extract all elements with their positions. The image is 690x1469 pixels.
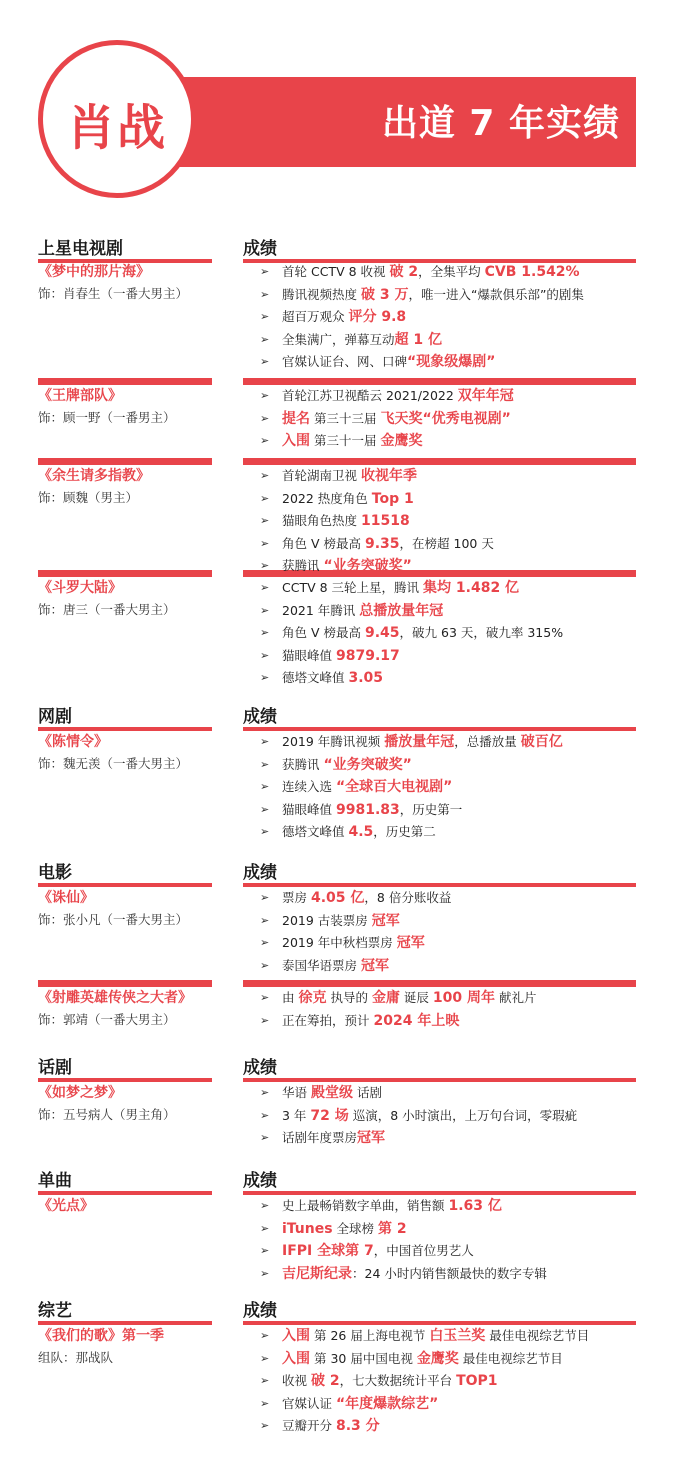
- achievement-item: ➢ 2021 年腾讯 总播放量年冠: [258, 600, 638, 623]
- header-banner: [38, 40, 636, 210]
- row-separator-right: [243, 458, 636, 465]
- highlight-text: 徐克: [298, 990, 327, 1006]
- arrow-icon: ➢: [260, 958, 270, 972]
- highlight-text: 冠军: [357, 1130, 386, 1146]
- work-info: [38, 888, 238, 930]
- achievement-item: ➢ 2019 古装票房 冠军: [258, 910, 638, 933]
- work-title: 《我们的歌》第一季: [38, 1328, 164, 1344]
- arrow-icon: ➢: [260, 1199, 270, 1212]
- arrow-icon: ➢: [260, 581, 270, 594]
- achievement-item: ➢ 首轮 CCTV 8 收视 破 2，全集平均 CVB 1.542%: [258, 261, 638, 284]
- achievement-item: ➢ CCTV 8 三轮上星，腾讯 集均 1.482 亿: [258, 577, 638, 600]
- highlight-text: 白玉兰奖: [429, 1328, 486, 1344]
- highlight-text: 8.3 分: [335, 1418, 380, 1434]
- section-divider: [38, 883, 212, 887]
- work-info: [38, 1326, 238, 1368]
- highlight-text: 2024 年上映: [373, 1012, 460, 1029]
- highlight-text: 冠军: [360, 957, 389, 974]
- highlight-text: 吉尼斯纪录: [282, 1265, 352, 1282]
- work-info: [38, 466, 238, 508]
- arrow-icon: ➢: [260, 913, 270, 927]
- achievement-item: ➢ 德塔文峰值 4.5，历史第二: [258, 821, 638, 844]
- section-category: 单曲: [38, 1171, 72, 1191]
- header-name: 肖战: [66, 100, 167, 156]
- highlight-text: IFPI 全球第 7: [282, 1243, 374, 1259]
- arrow-icon: ➢: [260, 332, 270, 346]
- achievement-item: ➢ iTunes 全球榜 第 2: [258, 1218, 638, 1241]
- section-achievements-label: 成绩: [243, 239, 277, 259]
- achievement-item: ➢ 华语 殿堂级 话剧: [258, 1082, 638, 1105]
- highlight-text: 9981.83: [335, 801, 400, 818]
- arrow-icon: ➢: [260, 536, 270, 550]
- section-category: 上星电视剧: [38, 239, 123, 259]
- row-separator: [38, 980, 636, 987]
- arrow-icon: ➢: [260, 891, 270, 904]
- work-title: 《王牌部队》: [38, 388, 122, 404]
- highlight-text: 4.5: [348, 824, 374, 840]
- highlight-text: 100 周年: [432, 990, 495, 1006]
- header-title: 出道 7 年实绩: [381, 103, 620, 144]
- row-separator: [38, 378, 636, 385]
- work-role: 饰：魏无羡（一番大男主）: [38, 756, 189, 771]
- achievement-list: [258, 1082, 638, 1150]
- row-separator-right: [243, 378, 636, 385]
- achievement-item: ➢ 正在筹拍，预计 2024 年上映: [258, 1010, 638, 1033]
- work-role: 饰：五号病人（男主角）: [38, 1107, 176, 1122]
- highlight-text: 集均 1.482 亿: [423, 580, 520, 596]
- highlight-text: 破 3 万: [360, 286, 409, 303]
- section-category: 话剧: [38, 1058, 72, 1078]
- work-title: 《陈情令》: [38, 734, 108, 750]
- section-achievements-label: 成绩: [243, 1058, 277, 1078]
- arrow-icon: ➢: [260, 1108, 270, 1122]
- achievement-item: ➢ 全集满广，弹幕互动超 1 亿: [258, 329, 638, 352]
- achievement-item: ➢ 角色 V 榜最高 9.45，破九 63 天，破九率 315%: [258, 622, 638, 645]
- arrow-icon: ➢: [260, 265, 270, 278]
- arrow-icon: ➢: [260, 671, 270, 684]
- header-name-circle: [38, 40, 196, 198]
- work-info: [38, 1083, 238, 1125]
- highlight-text: 金庸: [371, 990, 400, 1006]
- achievement-item: ➢ 3 年 72 场 巡演，8 小时演出，上万句台词，零瑕疵: [258, 1105, 638, 1128]
- highlight-text: 飞天奖“优秀电视剧”: [380, 410, 511, 427]
- highlight-text: 超 1 亿: [394, 331, 443, 348]
- highlight-text: iTunes: [282, 1220, 333, 1237]
- arrow-icon: ➢: [260, 757, 270, 771]
- achievement-item: ➢ 豆瓣开分 8.3 分: [258, 1415, 638, 1438]
- arrow-icon: ➢: [260, 434, 270, 447]
- arrow-icon: ➢: [260, 491, 270, 505]
- arrow-icon: ➢: [260, 559, 270, 572]
- section-header: [38, 702, 636, 730]
- work-title: 《如梦之梦》: [38, 1085, 122, 1101]
- achievement-item: ➢ 德塔文峰值 3.05: [258, 667, 638, 690]
- row-separator-left: [38, 378, 212, 385]
- achievement-item: ➢ 由 徐克 执导的 金庸 诞辰 100 周年 献礼片: [258, 987, 638, 1010]
- work-role: 饰：唐三（一番大男主）: [38, 602, 176, 617]
- section-achievements-label: 成绩: [243, 863, 277, 883]
- row-separator-left: [38, 570, 212, 577]
- work-title: 《余生请多指教》: [38, 468, 150, 484]
- arrow-icon: ➢: [260, 802, 270, 816]
- highlight-text: “年度爆款综艺”: [335, 1395, 439, 1412]
- highlight-text: 收视年季: [360, 468, 417, 484]
- highlight-text: “全球百大电视剧”: [335, 779, 453, 795]
- highlight-text: 9879.17: [335, 647, 400, 664]
- section-achievements-label: 成绩: [243, 1301, 277, 1321]
- row-separator-left: [38, 980, 212, 987]
- work-role: 组队：那战队: [38, 1350, 114, 1365]
- header-band: [168, 77, 636, 167]
- arrow-icon: ➢: [260, 735, 270, 748]
- section-header: [38, 1166, 636, 1194]
- row-separator-right: [243, 980, 636, 987]
- achievement-item: ➢ 连续入选 “全球百大电视剧”: [258, 776, 638, 799]
- arrow-icon: ➢: [260, 991, 270, 1004]
- section-header: [38, 234, 636, 262]
- work-role: 饰：张小凡（一番大男主）: [38, 912, 189, 927]
- highlight-text: 72 场: [310, 1107, 349, 1124]
- arrow-icon: ➢: [260, 626, 270, 639]
- work-title: 《光点》: [38, 1198, 94, 1214]
- highlight-text: TOP1: [456, 1373, 498, 1389]
- arrow-icon: ➢: [260, 936, 270, 949]
- work-role: 饰：顾魏（男主）: [38, 490, 139, 505]
- arrow-icon: ➢: [260, 287, 270, 301]
- achievement-item: ➢ 提名 第三十三届 飞天奖“优秀电视剧”: [258, 408, 638, 431]
- work-info: [38, 732, 238, 774]
- highlight-text: 入围: [282, 433, 310, 449]
- highlight-text: CVB 1.542%: [484, 264, 580, 280]
- achievement-item: ➢ 官媒认证 “年度爆款综艺”: [258, 1393, 638, 1416]
- highlight-text: 入围: [282, 1350, 310, 1367]
- arrow-icon: ➢: [260, 603, 270, 617]
- achievement-list: [258, 465, 638, 578]
- section-header: [38, 1053, 636, 1081]
- achievement-item: ➢ 话剧年度票房冠军: [258, 1127, 638, 1150]
- highlight-text: “业务突破奖”: [323, 558, 412, 574]
- achievement-item: ➢ 票房 4.05 亿，8 倍分账收益: [258, 887, 638, 910]
- arrow-icon: ➢: [260, 514, 270, 527]
- work-role: 饰：顾一野（一番男主）: [38, 410, 176, 425]
- highlight-text: 金鹰奖: [380, 433, 423, 449]
- highlight-text: 入围: [282, 1328, 310, 1344]
- highlight-text: 破 2: [389, 264, 419, 280]
- achievement-item: ➢ 角色 V 榜最高 9.35，在榜超 100 天: [258, 533, 638, 556]
- row-separator: [38, 458, 636, 465]
- arrow-icon: ➢: [260, 1013, 270, 1027]
- section-category: 综艺: [38, 1301, 72, 1321]
- achievement-item: ➢ 泰国华语票房 冠军: [258, 955, 638, 978]
- achievement-item: ➢ 首轮湖南卫视 收视年季: [258, 465, 638, 488]
- highlight-text: 9.35: [364, 535, 400, 552]
- highlight-text: 第 2: [378, 1220, 407, 1237]
- section-divider: [38, 1191, 212, 1195]
- work-info: [38, 578, 238, 620]
- achievement-list: [258, 731, 638, 844]
- achievement-list: [258, 987, 638, 1032]
- section-achievements-label: 成绩: [243, 1171, 277, 1191]
- arrow-icon: ➢: [260, 1351, 270, 1365]
- arrow-icon: ➢: [260, 1419, 270, 1432]
- work-title: 《诛仙》: [38, 890, 94, 906]
- achievement-item: ➢ 入围 第 30 届中国电视 金鹰奖 最佳电视综艺节目: [258, 1348, 638, 1371]
- work-title: 《斗罗大陆》: [38, 580, 122, 596]
- highlight-text: 冠军: [396, 935, 425, 951]
- achievement-item: ➢ 猫眼峰值 9879.17: [258, 645, 638, 668]
- highlight-text: “业务突破奖”: [323, 756, 412, 773]
- highlight-text: 提名: [282, 410, 310, 427]
- achievement-item: ➢ 官媒认证台、网、口碑“现象级爆剧”: [258, 351, 638, 374]
- section-divider: [38, 727, 212, 731]
- achievement-item: ➢ 史上最畅销数字单曲，销售额 1.63 亿: [258, 1195, 638, 1218]
- achievement-list: [258, 261, 638, 374]
- achievement-item: ➢ 获腾讯 “业务突破奖”: [258, 754, 638, 777]
- arrow-icon: ➢: [260, 469, 270, 482]
- arrow-icon: ➢: [260, 1396, 270, 1410]
- highlight-text: 破 2: [310, 1373, 340, 1389]
- arrow-icon: ➢: [260, 648, 270, 662]
- work-title: 《梦中的那片海》: [38, 264, 150, 280]
- arrow-icon: ➢: [260, 1086, 270, 1099]
- work-role: 饰：郭靖（一番大男主）: [38, 1012, 176, 1027]
- arrow-icon: ➢: [260, 825, 270, 838]
- section-achievements-label: 成绩: [243, 707, 277, 727]
- arrow-icon: ➢: [260, 1266, 270, 1280]
- arrow-icon: ➢: [260, 780, 270, 793]
- achievement-item: ➢ 腾讯视频热度 破 3 万，唯一进入“爆款俱乐部”的剧集: [258, 284, 638, 307]
- work-title: 《射雕英雄传侠之大者》: [38, 990, 192, 1006]
- highlight-text: 冠军: [371, 912, 400, 929]
- arrow-icon: ➢: [260, 411, 270, 425]
- achievement-list: [258, 1325, 638, 1438]
- achievement-list: [258, 385, 638, 453]
- highlight-text: 4.05 亿: [310, 890, 365, 906]
- highlight-text: 双年年冠: [457, 388, 514, 404]
- achievement-item: ➢ 猫眼峰值 9981.83，历史第一: [258, 799, 638, 822]
- achievement-item: ➢ IFPI 全球第 7，中国首位男艺人: [258, 1240, 638, 1263]
- section-header: [38, 858, 636, 886]
- arrow-icon: ➢: [260, 310, 270, 323]
- arrow-icon: ➢: [260, 1244, 270, 1257]
- achievement-item: ➢ 2022 热度角色 Top 1: [258, 488, 638, 511]
- work-info: [38, 988, 238, 1030]
- achievement-list: [258, 887, 638, 977]
- achievement-item: ➢ 吉尼斯纪录：24 小时内销售额最快的数字专辑: [258, 1263, 638, 1286]
- highlight-text: 殿堂级: [310, 1085, 353, 1101]
- highlight-text: 金鹰奖: [416, 1350, 459, 1367]
- highlight-text: 评分 9.8: [348, 309, 407, 325]
- achievement-item: ➢ 入围 第 26 届上海电视节 白玉兰奖 最佳电视综艺节目: [258, 1325, 638, 1348]
- highlight-text: 9.45: [364, 625, 400, 641]
- work-info: [38, 1196, 238, 1216]
- highlight-text: 3.05: [348, 670, 384, 686]
- arrow-icon: ➢: [260, 1131, 270, 1144]
- achievement-item: ➢ 2019 年中秋档票房 冠军: [258, 932, 638, 955]
- achievement-item: ➢ 首轮江苏卫视酷云 2021/2022 双年年冠: [258, 385, 638, 408]
- highlight-text: “现象级爆剧”: [407, 354, 496, 370]
- work-info: [38, 262, 238, 304]
- section-header: [38, 1296, 636, 1324]
- arrow-icon: ➢: [260, 1221, 270, 1235]
- achievement-item: ➢ 获腾讯 “业务突破奖”: [258, 555, 638, 578]
- highlight-text: 破百亿: [520, 734, 563, 750]
- achievement-item: ➢ 2019 年腾讯视频 播放量年冠，总播放量 破百亿: [258, 731, 638, 754]
- section-divider: [38, 1321, 212, 1325]
- achievement-item: ➢ 超百万观众 评分 9.8: [258, 306, 638, 329]
- section-divider: [38, 1078, 212, 1082]
- highlight-text: 总播放量年冠: [359, 602, 444, 619]
- achievement-item: ➢ 入围 第三十一届 金鹰奖: [258, 430, 638, 453]
- row-separator-left: [38, 458, 212, 465]
- arrow-icon: ➢: [260, 1329, 270, 1342]
- highlight-text: 播放量年冠: [384, 734, 455, 750]
- highlight-text: Top 1: [371, 490, 414, 507]
- highlight-text: 11518: [360, 513, 410, 529]
- work-role: 饰：肖春生（一番大男主）: [38, 286, 189, 301]
- achievement-list: [258, 577, 638, 690]
- arrow-icon: ➢: [260, 355, 270, 368]
- work-info: [38, 386, 238, 428]
- achievement-list: [258, 1195, 638, 1285]
- section-category: 网剧: [38, 707, 72, 727]
- highlight-text: 1.63 亿: [448, 1198, 502, 1214]
- arrow-icon: ➢: [260, 1374, 270, 1387]
- arrow-icon: ➢: [260, 389, 270, 402]
- achievement-item: ➢ 猫眼角色热度 11518: [258, 510, 638, 533]
- achievement-item: ➢ 收视 破 2，七大数据统计平台 TOP1: [258, 1370, 638, 1393]
- section-category: 电影: [38, 863, 72, 883]
